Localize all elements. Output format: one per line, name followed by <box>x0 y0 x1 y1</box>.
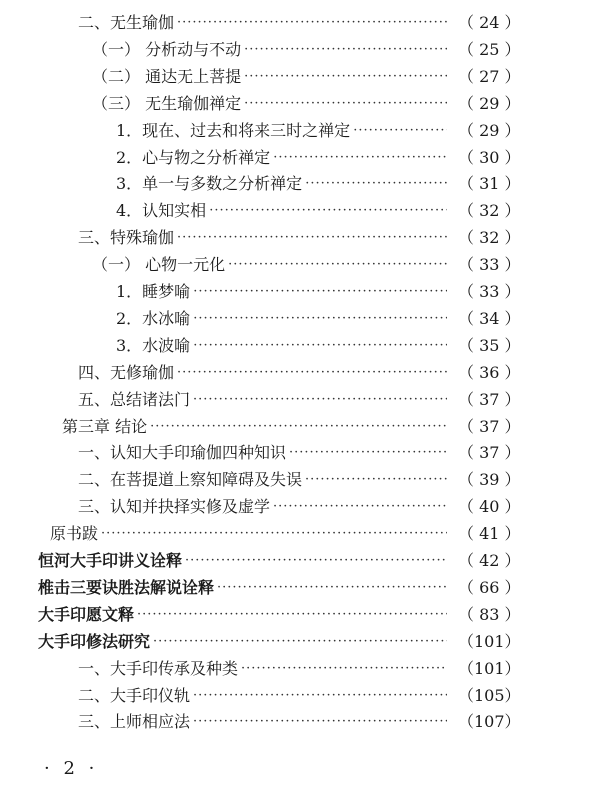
toc-entry <box>0 575 600 601</box>
toc-entry <box>0 171 600 197</box>
toc-leader-dots <box>137 602 447 628</box>
toc-leader <box>190 279 600 305</box>
toc-entry-page: （ 37 ） <box>458 443 521 463</box>
toc-leader-dots <box>353 118 447 144</box>
toc-entry-title: 恒河大手印讲义诠释 <box>38 551 183 570</box>
toc-leader-dots <box>153 629 447 655</box>
toc-entry-title: 二、无生瑜伽 <box>78 13 175 32</box>
toc-entry <box>0 467 600 493</box>
toc-entry-title: 一、大手印传承及种类 <box>78 658 239 678</box>
toc-leader <box>134 602 600 628</box>
toc-entry-title: 三、上师相应法 <box>78 712 191 732</box>
toc-entry <box>0 414 600 440</box>
toc-leader <box>174 10 600 36</box>
toc-leader <box>174 360 600 386</box>
toc-leader-dots <box>244 37 447 63</box>
toc-entry-page: （ 35 ） <box>458 335 521 355</box>
toc-entry <box>0 683 600 709</box>
toc-leader-dots <box>305 171 447 197</box>
toc-leader-dots <box>241 656 447 682</box>
toc-leader <box>98 521 600 547</box>
toc-leader-dots <box>244 64 447 90</box>
toc-entry-page: （101） <box>458 658 521 678</box>
toc-leader <box>190 387 600 413</box>
toc-entry <box>0 629 600 655</box>
toc-entry <box>0 198 600 224</box>
toc-entry <box>0 333 600 359</box>
toc-leader-dots <box>244 91 447 117</box>
toc-entry-title: 三、特殊瑜伽 <box>78 228 175 248</box>
toc-entry-title: （一） 分析动与不动 <box>92 39 242 59</box>
toc-leader-dots <box>193 306 447 332</box>
toc-entry <box>0 548 600 574</box>
toc-entry-title: 一、认知大手印瑜伽四种知识 <box>78 443 287 463</box>
page-number: · 2 · <box>44 758 99 779</box>
toc-leader <box>190 306 600 332</box>
toc-entry-page: （107） <box>458 712 521 732</box>
toc-leader <box>241 64 600 90</box>
toc-entry <box>0 225 600 251</box>
toc-leader-dots <box>217 575 447 601</box>
toc-entry <box>0 145 600 171</box>
toc-leader-dots <box>150 414 447 440</box>
toc-leader <box>147 414 600 440</box>
toc-entry-title: 三、认知并抉择实修及虚学 <box>78 497 271 517</box>
toc-entry <box>0 521 600 547</box>
toc-entry <box>0 656 600 682</box>
toc-entry <box>0 306 600 332</box>
toc-entry-title: （三） 无生瑜伽禅定 <box>92 93 242 113</box>
toc-entry-title: 二、大手印仪轨 <box>78 685 191 705</box>
toc-entry-title: 3．单一与多数之分析禅定 <box>116 174 303 194</box>
toc-entry <box>0 279 600 305</box>
toc-leader <box>182 548 600 574</box>
toc-leader <box>270 145 600 171</box>
toc-entry-page: （ 30 ） <box>458 147 521 167</box>
toc-leader-dots <box>101 521 447 547</box>
toc-leader-dots <box>228 252 447 278</box>
toc-leader-dots <box>185 548 447 574</box>
toc-entry-page: （ 39 ） <box>458 470 521 490</box>
toc-leader <box>225 252 600 278</box>
toc-leader <box>302 171 600 197</box>
toc-entry-page: （101） <box>458 631 521 651</box>
toc-leader-dots <box>193 709 447 735</box>
toc-entry-title: 1．睡梦喻 <box>116 282 191 301</box>
toc-entry-page: （ 66 ） <box>458 577 521 597</box>
toc-leader-dots <box>193 683 447 709</box>
toc-entry-page: （ 37 ） <box>458 416 521 436</box>
toc-leader <box>206 198 600 224</box>
toc-entry-page: （ 34 ） <box>458 308 521 328</box>
toc-entry-title: （一） 心物一元化 <box>92 255 226 275</box>
toc-leader <box>174 225 600 251</box>
toc-entry-page: （ 40 ） <box>458 497 521 517</box>
toc-entry-title: 2．水冰喻 <box>116 308 191 328</box>
toc-entry-title: 四、无修瑜伽 <box>78 362 175 382</box>
toc-leader <box>190 683 600 709</box>
toc-leader <box>214 575 600 601</box>
toc-leader-dots <box>193 333 447 359</box>
toc-entry-page: （ 36 ） <box>458 362 521 382</box>
toc-leader <box>190 333 600 359</box>
toc-entry-page: （ 41 ） <box>458 524 521 544</box>
toc-leader-dots <box>193 279 447 305</box>
toc-leader <box>286 440 600 466</box>
toc-entry-title: 大手印修法研究 <box>38 631 151 651</box>
toc-leader <box>150 629 600 655</box>
toc-entry <box>0 360 600 386</box>
toc-entry-page: （ 29 ） <box>458 93 521 113</box>
toc-entry-title: 大手印愿文释 <box>38 604 135 624</box>
toc-entry-page: （ 27 ） <box>458 66 521 86</box>
toc-entry-title: 椎击三要诀胜法解说诠释 <box>38 577 215 597</box>
toc-leader <box>190 709 600 735</box>
toc-entry-page: （ 83 ） <box>458 604 521 624</box>
toc-entry <box>0 37 600 63</box>
toc-leader <box>241 37 600 63</box>
toc-entry-title: 3．水波喻 <box>116 335 191 355</box>
toc-entry <box>0 10 600 36</box>
toc-leader-dots <box>193 387 447 413</box>
toc-entry <box>0 252 600 278</box>
toc-entry <box>0 64 600 90</box>
toc-entry-page: （ 25 ） <box>458 39 521 59</box>
toc-leader <box>302 467 600 493</box>
toc-entry-title: （二） 通达无上菩提 <box>92 66 242 86</box>
toc-entry <box>0 494 600 520</box>
toc-entry-title: 二、在菩提道上察知障碍及失误 <box>78 470 303 490</box>
toc-leader <box>238 656 600 682</box>
toc-entry <box>0 440 600 466</box>
toc-entry-page: （ 32 ） <box>458 201 521 221</box>
toc-entry-page: （105） <box>458 685 521 705</box>
toc-entry <box>0 118 600 144</box>
toc-leader-dots <box>177 10 447 36</box>
toc-entry-title: 五、总结诸法门 <box>78 389 191 409</box>
toc-entry <box>0 602 600 628</box>
toc-entry <box>0 91 600 117</box>
toc-leader-dots <box>289 440 447 466</box>
toc-entry-title: 1．现在、过去和将来三时之禅定 <box>116 120 351 140</box>
toc-leader <box>270 494 600 520</box>
toc-entry-page: （ 42 ） <box>458 551 521 570</box>
toc-entry-title: 4．认知实相 <box>116 201 207 221</box>
toc-entry-title: 原书跋 <box>50 524 99 544</box>
toc-entry-page: （ 24 ） <box>458 13 521 32</box>
toc-leader-dots <box>177 360 447 386</box>
toc-leader <box>241 91 600 117</box>
toc-leader-dots <box>209 198 447 224</box>
toc-entry-page: （ 29 ） <box>458 120 521 140</box>
toc-leader-dots <box>177 225 447 251</box>
toc-entry-page: （ 31 ） <box>458 174 521 194</box>
toc-entry <box>0 709 600 735</box>
toc-entry-title: 第三章 结论 <box>62 416 148 436</box>
toc-leader-dots <box>273 145 447 171</box>
toc-leader-dots <box>305 467 447 493</box>
toc-entry-page: （ 32 ） <box>458 228 521 248</box>
toc-entry-page: （ 33 ） <box>458 255 521 275</box>
toc-entry-page: （ 33 ） <box>458 282 521 301</box>
toc-entry <box>0 387 600 413</box>
toc-entry-title: 2．心与物之分析禅定 <box>116 147 271 167</box>
toc-entry-page: （ 37 ） <box>458 389 521 409</box>
toc-leader-dots <box>273 494 447 520</box>
